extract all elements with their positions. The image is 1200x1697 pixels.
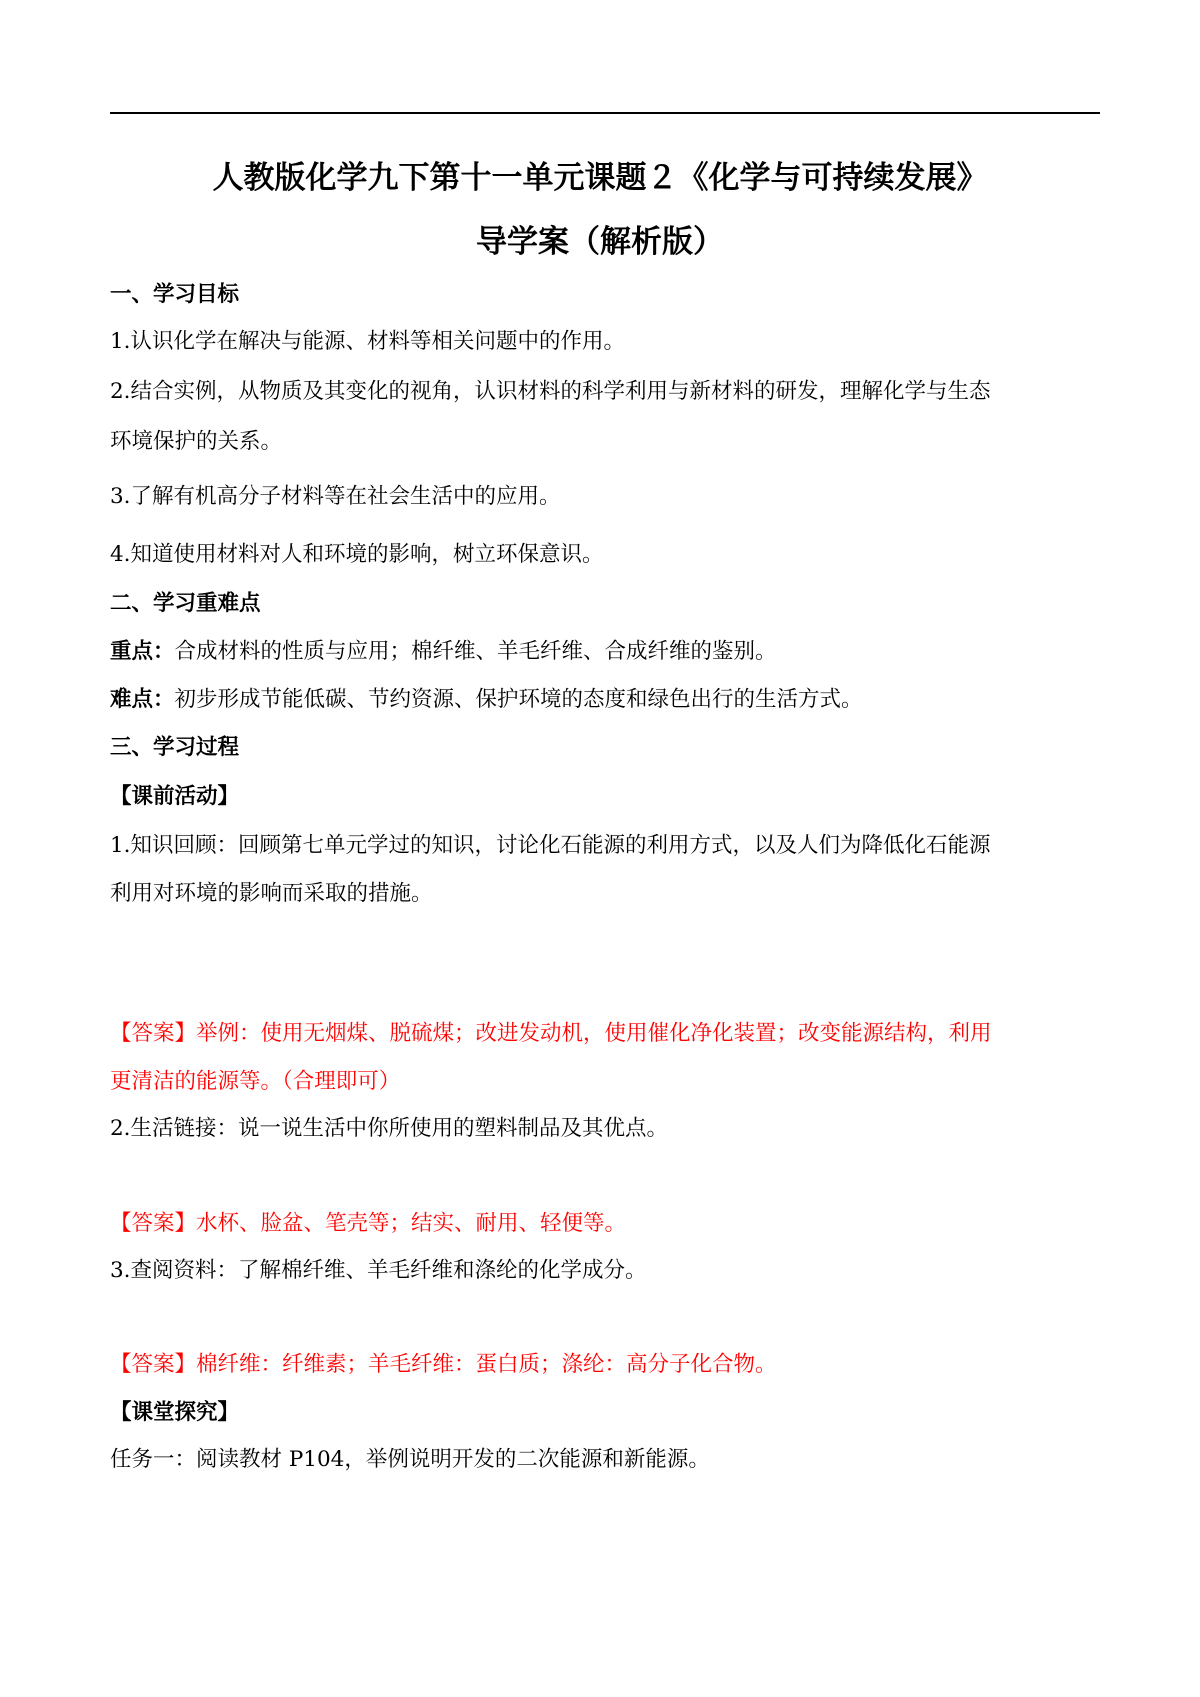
answer-3: 【答案】棉纤维：纤维素；羊毛纤维：蛋白质；涤纶：高分子化合物。 — [110, 1352, 777, 1377]
activity-3: 3.查阅资料：了解棉纤维、羊毛纤维和涤纶的化学成分。 — [110, 1258, 647, 1283]
document-subtitle: 导学案（解析版） — [476, 224, 724, 260]
key-point-text: 合成材料的性质与应用；棉纤维、羊毛纤维、合成纤维的鉴别。 — [174, 639, 777, 664]
objective-2-line-2: 环境保护的关系。 — [110, 429, 283, 454]
activity-2: 2.生活链接：说一说生活中你所使用的塑料制品及其优点。 — [110, 1116, 669, 1141]
section-heading-objectives: 一、学习目标 — [110, 282, 240, 307]
answer-1-line-1: 【答案】举例：使用无烟煤、脱硫煤；改进发动机，使用催化净化装置；改变能源结构，利用 — [110, 1021, 992, 1046]
inclass-heading: 【课堂探究】 — [110, 1400, 240, 1425]
objective-2-line-1: 2.结合实例，从物质及其变化的视角，认识材料的科学利用与新材料的研发，理解化学与生态 — [110, 379, 991, 404]
objective-1: 1.认识化学在解决与能源、材料等相关问题中的作用。 — [110, 329, 626, 354]
document-title: 人教版化学九下第十一单元课题２《化学与可持续发展》 — [212, 160, 988, 196]
difficulty-line — [110, 677, 1110, 723]
section-heading-process: 三、学习过程 — [110, 735, 240, 760]
objective-4: 4.知道使用材料对人和环境的影响，树立环保意识。 — [110, 542, 604, 567]
activity-1-line-2: 利用对环境的影响而采取的措施。 — [110, 881, 433, 906]
answer-1-line-2: 更清洁的能源等。（合理即可） — [110, 1069, 401, 1094]
preclass-heading: 【课前活动】 — [110, 784, 240, 809]
key-point-label: 重点： — [110, 639, 175, 664]
objective-3: 3.了解有机高分子材料等在社会生活中的应用。 — [110, 484, 561, 509]
answer-2: 【答案】水杯、脸盆、笔壳等；结实、耐用、轻便等。 — [110, 1211, 627, 1236]
key-point-line — [110, 629, 1110, 675]
difficulty-label: 难点： — [110, 687, 175, 712]
header-rule — [110, 112, 1100, 114]
task-1: 任务一：阅读教材 P104，举例说明开发的二次能源和新能源。 — [110, 1447, 710, 1472]
section-heading-key-points: 二、学习重难点 — [110, 591, 261, 616]
difficulty-text: 初步形成节能低碳、节约资源、保护环境的态度和绿色出行的生活方式。 — [174, 687, 863, 712]
activity-1-line-1: 1.知识回顾：回顾第七单元学过的知识，讨论化石能源的利用方式，以及人们为降低化石能源 — [110, 833, 991, 858]
